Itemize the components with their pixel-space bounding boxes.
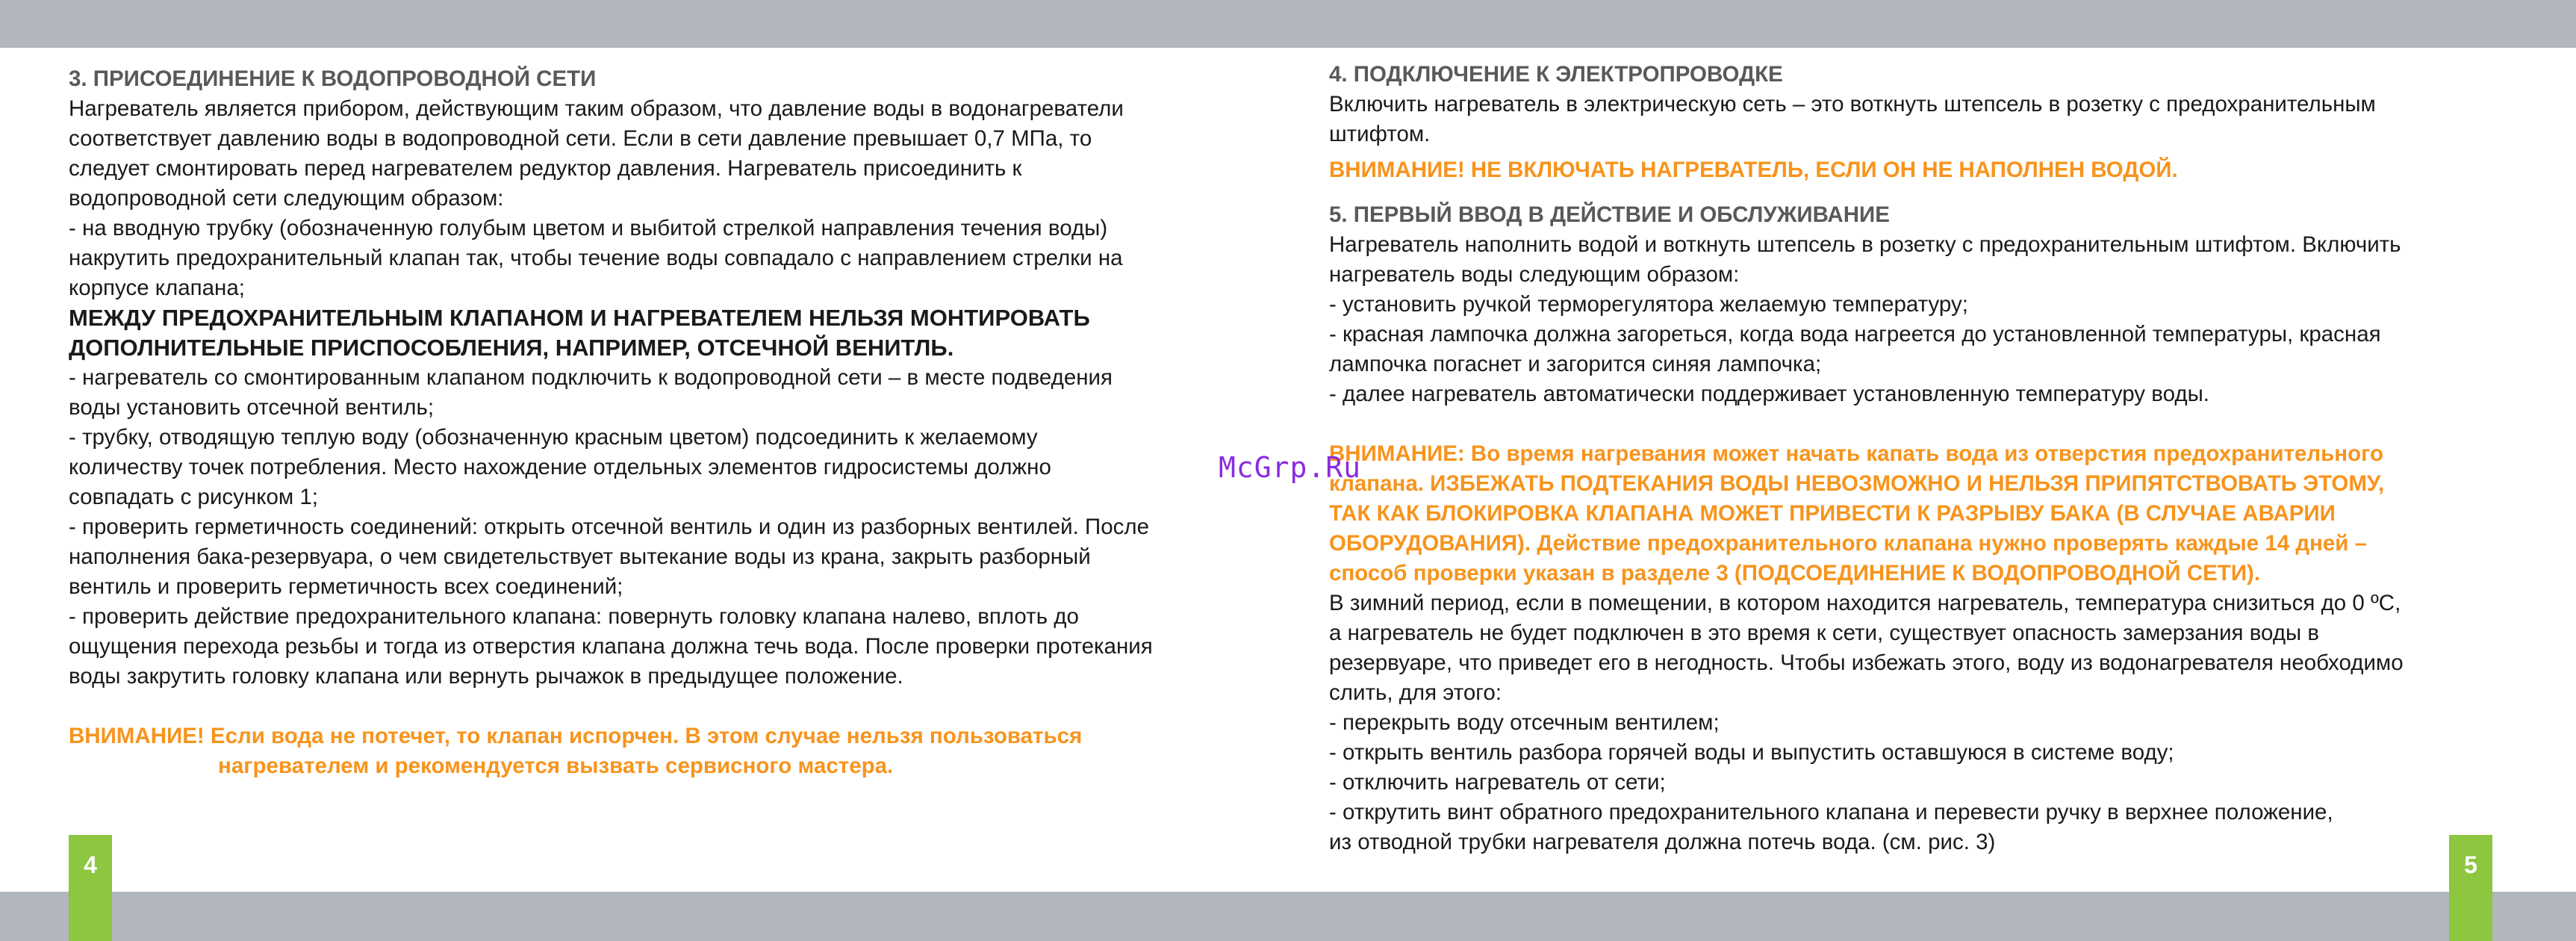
section-3-step-check: - проверить герметичность соединений: открыть отсечной вентиль и один из разборных вентилей. После наполнения бака-резервуара, о чем свидетельствует вытекание воды из крана, закрыть разборный вентиль и проверить герметичность всех соединений; bbox=[69, 515, 1149, 599]
winter-step-drain: - открыть вентиль разбора горячей воды и выпустить оставшуюся в системе воду; bbox=[1329, 740, 2174, 765]
winter-step-shutoff: - перекрыть воду отсечным вентилем; bbox=[1329, 710, 1720, 735]
section-3-bold-note: МЕЖДУ ПРЕДОХРАНИТЕЛЬНЫМ КЛАПАНОМ И НАГРЕВАТЕЛЕМ НЕЛЬЗЯ МОНТИРОВАТЬ ДОПОЛНИТЕЛЬНЫЕ ПРИСПОСОБЛЕНИЯ, НАПРИМЕР, ОТСЕЧНОЙ ВЕНИТЛЬ. bbox=[69, 305, 1090, 361]
winter-step-check-valve: - открутить винт обратного предохранительного клапана и перевести ручку в верхнее положение, из отводной трубки нагревателя должна потечь вода. (см. рис. 3) bbox=[1329, 800, 2333, 854]
section-5-heading: 5. ПЕРВЫЙ ВВОД В ДЕЙСТВИЕ И ОБСЛУЖИВАНИЕ bbox=[1329, 202, 1890, 227]
spacer bbox=[69, 692, 1263, 721]
page-number-right: 5 bbox=[2449, 835, 2492, 941]
section-4-heading: 4. ПОДКЛЮЧЕНИЕ К ЭЛЕКТРОПРОВОДКЕ bbox=[1329, 62, 1783, 87]
section-3-intro: Нагреватель является прибором, действующим таким образом, что давление воды в водонагреватели соответствует давлению воды в водопроводной сети. Если в сети давление превышает 0,7 МПа, то следует смонтировать перед нагревателем редуктор давления. Нагреватель присоединить к водопроводной сети следующим образом: bbox=[69, 96, 1124, 211]
page-number-left: 4 bbox=[69, 835, 112, 941]
section-3-step-safety-valve: - проверить действие предохранительного клапана: повернуть головку клапана налево, вплоть до ощущения перехода резьбы и тогда из отверстия клапана должна течь вода. После проверки протекания воды закрутить головку клапана или вернуть рычажок в предыдущее положение. bbox=[69, 604, 1153, 689]
bottom-band bbox=[0, 892, 2576, 941]
section-3-step-outlet: - трубку, отводящую теплую воду (обозначенную красным цветом) подсоединить к желаемому количеству точек потребления. Место нахождение отдельных элементов гидросистемы должно совпадать с рисунком 1; bbox=[69, 425, 1051, 509]
section-3-step-inlet: - на вводную трубку (обозначенную голубым цветом и выбитой стрелкой направления течения воды) накрутить предохранительный клапан так, чтобы течение воды совпадало с направлением стрелки на корпусе клапана; bbox=[69, 216, 1123, 300]
winter-text: В зимний период, если в помещении, в котором находится нагреватель, температура снизиться до 0 ºC, а нагреватель не будет подключен в это время к сети, существует опасность замерзания воды в резервуаре, что приведет его в негодность. Чтобы избежать этого, воду из водонагревателя необходимо слить, для этого: bbox=[1329, 591, 2404, 705]
watermark: McGrp.Ru bbox=[1219, 451, 1362, 484]
spacer bbox=[1329, 409, 2509, 439]
section-3-step-valve: - нагреватель со смонтированным клапаном подключить к водопроводной сети – в месте подведения воды установить отсечной вентиль; bbox=[69, 365, 1113, 420]
top-band bbox=[0, 0, 2576, 48]
section-5-item-auto: - далее нагреватель автоматически поддерживает установленную температуру воды. bbox=[1329, 382, 2209, 406]
section-3-warning-line2: нагревателем и рекомендуется вызвать сервисного мастера. bbox=[218, 754, 894, 778]
section-5-warning: ВНИМАНИЕ: Во время нагревания может начать капать вода из отверстия предохранительного клапана. ИЗБЕЖАТЬ ПОДТЕКАНИЯ ВОДЫ НЕВОЗМОЖНО И НЕЛЬЗЯ ПРИПЯТСТВОВАТЬ ЭТОМУ, ТАК КАК БЛОКИРОВКА КЛАПАНА МОЖЕТ ПРИВЕСТИ К РАЗРЫВУ БАКА (В СЛУЧАЕ АВАРИИ ОБОРУДОВАНИЯ). Действие предохранительного клапана нужно проверять каждые 14 дней – способ проверки указан в разделе 3 (ПОДСОЕДИНЕНИЕ К ВОДОПРОВОДНОЙ СЕТИ). bbox=[1329, 441, 2385, 586]
section-3-heading: 3. ПРИСОЕДИНЕНИЕ К ВОДОПРОВОДНОЙ СЕТИ bbox=[69, 66, 597, 91]
section-4-warning: ВНИМАНИЕ! НЕ ВКЛЮЧАТЬ НАГРЕВАТЕЛЬ, ЕСЛИ ОН НЕ НАПОЛНЕН ВОДОЙ. bbox=[1329, 158, 2178, 182]
section-5-text: Нагреватель наполнить водой и воткнуть штепсель в розетку с предохранительным штифтом. Включить нагреватель воды следующим образом: bbox=[1329, 232, 2401, 287]
section-4-text: Включить нагреватель в электрическую сеть – это воткнуть штепсель в розетку с предохранительным штифтом. bbox=[1329, 92, 2376, 146]
section-5-item-thermostat: - установить ручкой терморегулятора желаемую температуру; bbox=[1329, 292, 1968, 317]
winter-step-unplug: - отключить нагреватель от сети; bbox=[1329, 770, 1666, 795]
section-3-warning-line1: ВНИМАНИЕ! Если вода не потечет, то клапан испорчен. В этом случае нельзя пользоваться bbox=[69, 724, 1083, 748]
left-page bbox=[69, 64, 1263, 781]
right-page bbox=[1329, 60, 2509, 857]
section-5-item-lamp: - красная лампочка должна загореться, когда вода нагреется до установленной температуры, красная лампочка погаснет и загорится синяя лампочка; bbox=[1329, 322, 2381, 376]
